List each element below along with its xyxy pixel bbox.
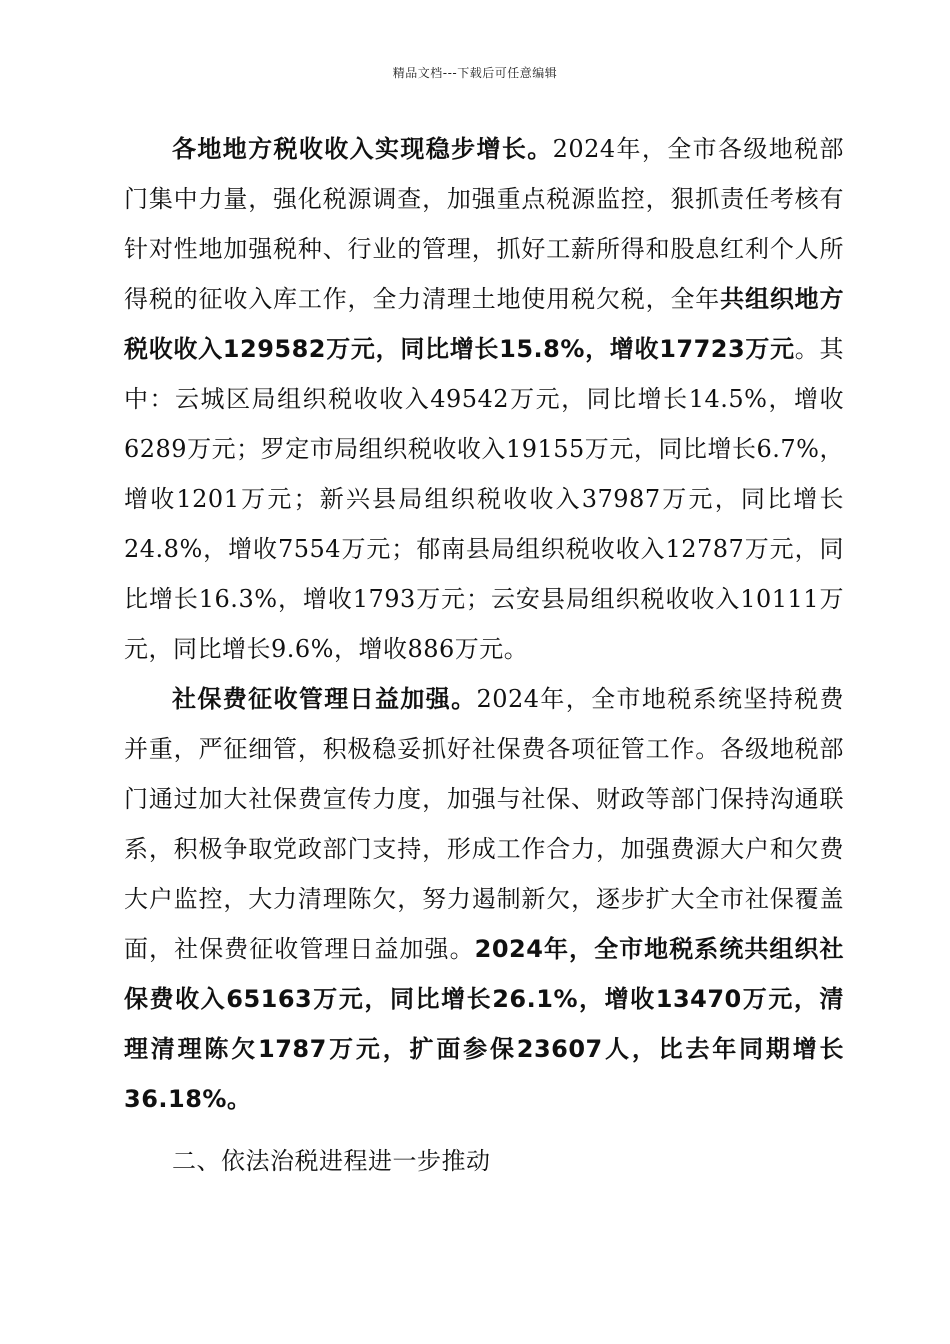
- paragraph-tax-revenue: [124, 124, 844, 674]
- section-heading: 二、依法治税进程进一步推动: [172, 1147, 491, 1175]
- document-body: [124, 124, 844, 1186]
- page-header: 精品文档---下载后可任意编辑: [392, 66, 558, 80]
- paragraph-lead: 社保费征收管理日益加强。: [172, 685, 477, 713]
- paragraph-text: 。其中：云城区局组织税收收入49542万元，同比增长14.5%，增收6289万元；罗定市局组织税收收入19155万元，同比增长6.7%，增收1201万元；新兴县局组织税收收入37987万元，同比增长24.8%，增收7554万元；郁南县局组织税收收入12787万元，同比增长16.3%，增收1793万元；云安县局组织税收收入10111万元，同比增长9.6%，增收886万元。: [124, 335, 844, 663]
- paragraph-social-insurance: [124, 674, 844, 1124]
- paragraph-text: 2024年，全市各级地税部门集中力量，强化税源调查，加强重点税源监控，狠抓责任考核有针对性地加强税种、行业的管理，抓好工薪所得和股息红利个人所得税的征收入库工作，全力清理土地使用税欠税，全年: [124, 135, 845, 313]
- paragraph-emphasis: 共组织地方税收收入129582万元，同比增长15.8%，增收17723万元: [124, 285, 845, 363]
- paragraph-emphasis: 2024年，全市地税系统共组织社保费收入65163万元，同比增长26.1%，增收13470万元，清理清理陈欠1787万元，扩面参保23607人，比去年同期增长36.18%。: [124, 935, 845, 1113]
- paragraph-text: 2024年，全市地税系统坚持税费并重，严征细管，积极稳妥抓好社保费各项征管工作。各级地税部门通过加大社保费宣传力度，加强与社保、财政等部门保持沟通联系，积极争取党政部门支持，形成工作合力，加强费源大户和欠费大户监控，大力清理陈欠，努力遏制新欠，逐步扩大全市社保覆盖面，社保费征收管理日益加强。: [124, 685, 845, 963]
- paragraph-lead: 各地地方税收收入实现稳步增长。: [172, 135, 553, 163]
